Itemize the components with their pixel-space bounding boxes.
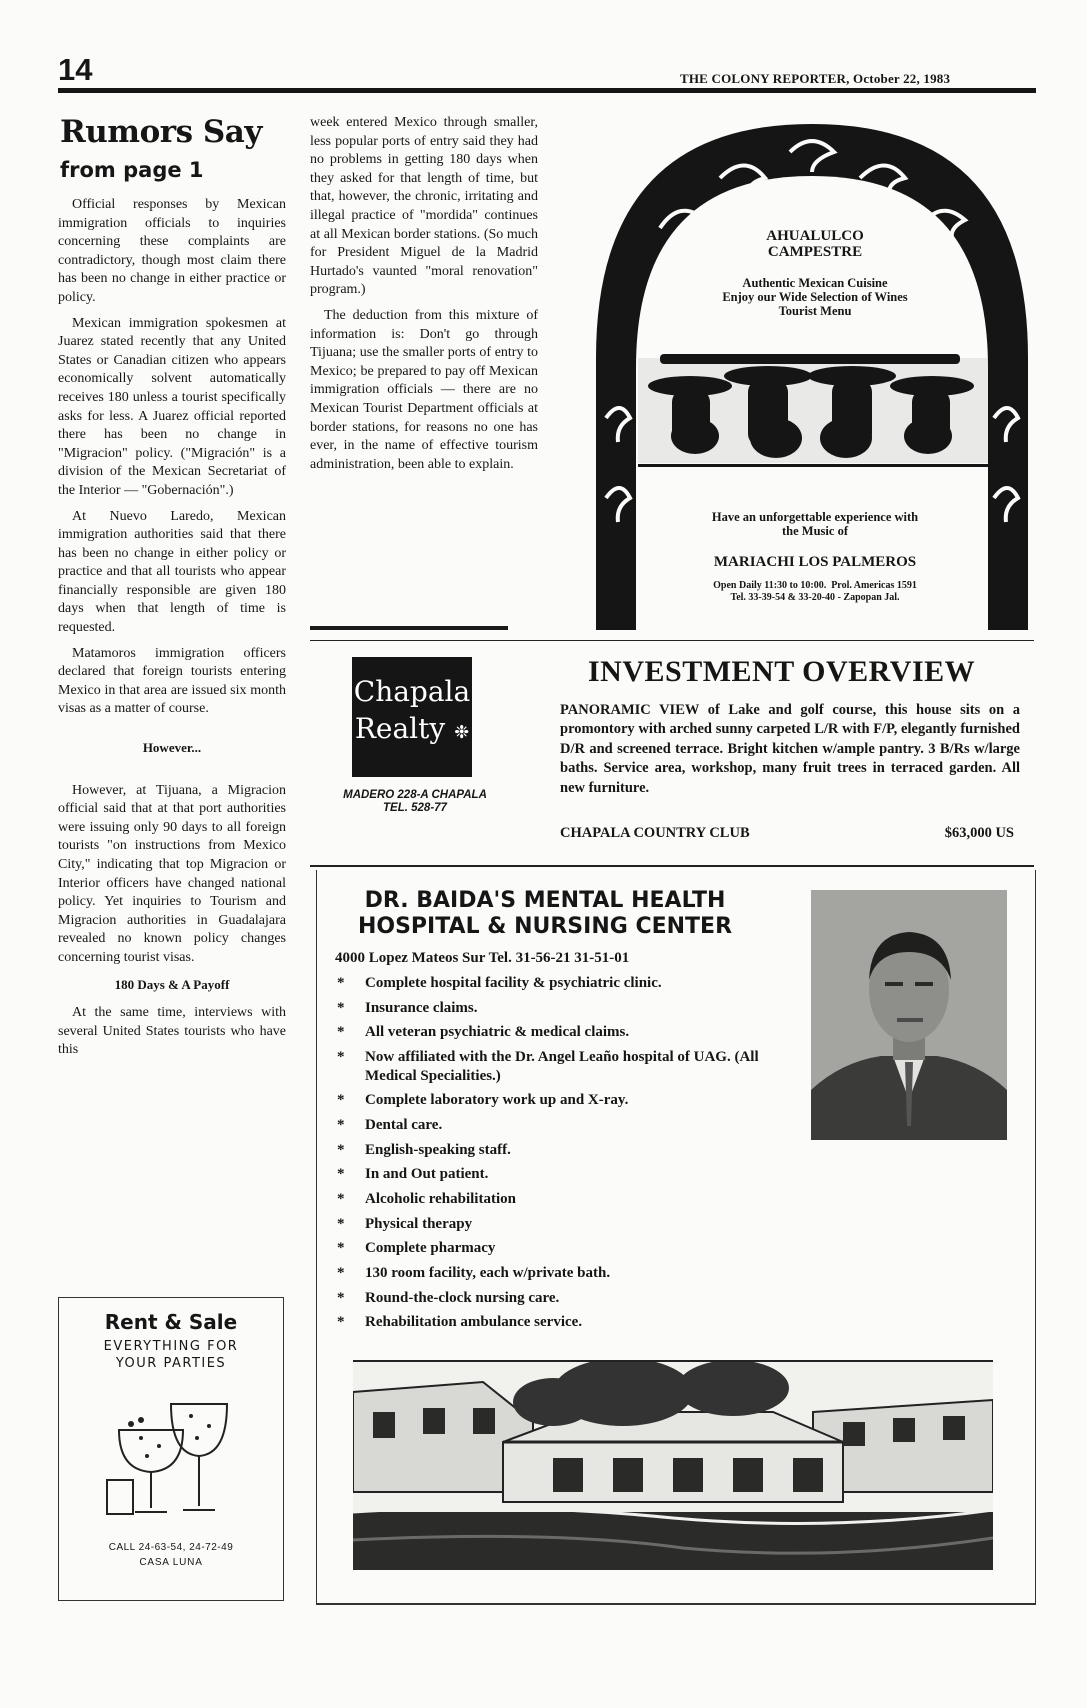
article-jump-line: from page 1 <box>60 158 204 182</box>
restaurant-name <box>670 228 960 260</box>
service-text: Complete pharmacy <box>365 1240 496 1257</box>
bullet-star-icon: * <box>337 1215 345 1232</box>
service-item <box>335 1048 795 1085</box>
service-text: Dental care. <box>365 1116 443 1133</box>
service-item <box>335 1165 795 1184</box>
service-text: Round-the-clock nursing care. <box>365 1289 560 1306</box>
service-item <box>335 1313 795 1332</box>
band-name: MARIACHI LOS PALMEROS <box>713 554 917 570</box>
tagline-menu: Tourist Menu <box>778 304 852 318</box>
promo-line1: Have an unforgettable experience with <box>711 510 919 524</box>
article-subhead: 180 Days & A Payoff <box>114 976 230 992</box>
service-text: Insurance claims. <box>365 999 478 1016</box>
service-item <box>335 1116 795 1135</box>
hospital-building-illustration <box>353 1360 993 1570</box>
publication-dateline: THE COLONY REPORTER, October 22, 1983 <box>680 71 951 86</box>
page-number: 14 <box>58 52 93 87</box>
realty-contact <box>330 789 500 815</box>
masthead-rule <box>58 88 1036 93</box>
rent-sale-tagline <box>59 1338 283 1372</box>
listing-location: CHAPALA COUNTRY CLUB <box>560 825 750 841</box>
bullet-star-icon: * <box>337 999 345 1016</box>
article-paragraph: At the same time, interviews with several United States tourists who have this <box>58 1005 286 1058</box>
bullet-star-icon: * <box>337 1289 345 1306</box>
tagline-line1: EVERYTHING FOR <box>103 1339 239 1354</box>
bullet-star-icon: * <box>337 1240 345 1257</box>
service-text: Now affiliated with the Dr. Angel Leaño hospital of UAG. (All Medical Specialities.) <box>365 1049 759 1084</box>
bullet-star-icon: * <box>337 975 345 991</box>
service-text: All veteran psychiatric & medical claims. <box>365 1024 630 1041</box>
hospital-address: 4000 Lopez Mateos Sur Tel. 31-56-21 31-51-01 <box>335 950 630 966</box>
service-item <box>335 1239 795 1258</box>
service-text: 130 room facility, each w/private bath. <box>365 1265 611 1282</box>
restaurant-name-line1: AHUALULCO <box>766 228 864 244</box>
rent-sale-title: Rent & Sale <box>104 1310 238 1334</box>
restaurant-address: Prol. Americas 1591 <box>831 580 917 591</box>
mariachi-silhouettes-illustration <box>638 354 988 463</box>
service-text: Alcoholic rehabilitation <box>365 1191 516 1207</box>
article-paragraph: Matamoros immigration officers declared that foreign tourists entering Mexico in that area are issued six month visas as a matter of course. <box>58 645 286 717</box>
rent-sale-ad <box>58 1297 284 1601</box>
bullet-star-icon: * <box>337 1265 345 1282</box>
service-text: Complete laboratory work up and X-ray. <box>365 1092 629 1109</box>
rent-sale-business-name: CASA LUNA <box>139 1557 203 1568</box>
service-item <box>335 1023 795 1042</box>
service-text: Rehabilitation ambulance service. <box>365 1314 583 1331</box>
realty-phone: TEL. 528-77 <box>383 802 447 814</box>
services-list <box>335 974 795 1338</box>
baida-hospital-ad <box>316 870 1036 1605</box>
tagline-cuisine: Authentic Mexican Cuisine <box>742 276 888 290</box>
service-text: Complete hospital facility & psychiatric clinic. <box>365 975 662 991</box>
opening-hours: Open Daily 11:30 to 10:00. <box>713 580 827 591</box>
restaurant-name-line2: CAMPESTRE <box>767 244 863 260</box>
bullet-star-icon: * <box>337 1141 345 1158</box>
article-paragraph: Official responses by Mexican immigration officials to inquiries concerning these complaints are contradictory, though most claim there has been no change in either practice or policy. <box>58 197 286 305</box>
service-item <box>335 1289 795 1308</box>
service-item <box>335 999 795 1018</box>
bullet-star-icon: * <box>337 1191 345 1207</box>
article-subhead: However... <box>142 740 202 756</box>
chapala-realty-ad <box>310 640 1034 867</box>
bullet-star-icon: * <box>337 1092 345 1109</box>
service-text: Physical therapy <box>365 1215 473 1232</box>
service-item <box>335 1215 795 1234</box>
service-text: English-speaking staff. <box>365 1141 511 1158</box>
doctor-portrait-photo <box>811 890 1007 1140</box>
logo-text-realty: Realty <box>354 712 446 745</box>
rent-sale-phones: CALL 24-63-54, 24-72-49 <box>108 1542 234 1553</box>
bullet-star-icon: * <box>337 1049 345 1066</box>
logo-text-chapala: Chapala <box>353 675 471 708</box>
hospital-name-line2: HOSPITAL & NURSING CENTER <box>357 914 733 939</box>
service-item <box>335 1190 795 1209</box>
restaurant-tagline <box>640 276 990 318</box>
restaurant-contact: Open Daily 11:30 to 10:00. Prol. Americas 1591 Tel. 33-39-54 & 33-20-40 - Zapopan Jal. <box>713 580 917 603</box>
restaurant-city: Zapopan Jal. <box>843 592 900 603</box>
article-column-1 <box>58 196 286 1067</box>
article-paragraph: The deduction from this mixture of information is: Don't go through Tijuana; use the smaller ports of entry to Mexico; be prepared to pay off Mexican immigration officials — there are no Mexican Tourist Department officials at border stations, for reasons no one has ever, in the name of effective tourism administration, been able to explain. <box>310 307 538 472</box>
article-column-2 <box>310 114 538 481</box>
hospital-name-line1: DR. BAIDA'S MENTAL HEALTH <box>364 888 726 913</box>
service-text: In and Out patient. <box>365 1166 489 1183</box>
listing-description: PANORAMIC VIEW of Lake and golf course, this house sits on a promontory with arched sunny carpeted L/R with F/P, elegantly furnished D/R and screened terrace. Bright kitchen w/ample pantry. 3 B/Rs w/large baths. Service area, workshop, many fruit trees in terraced garden. All new furniture. <box>560 702 1020 796</box>
listing-title: INVESTMENT OVERVIEW <box>588 655 976 688</box>
column-end-rule <box>310 626 508 630</box>
flower-icon: ❉ <box>454 722 470 743</box>
service-item <box>335 974 795 993</box>
service-item <box>335 1091 795 1110</box>
bullet-star-icon: * <box>337 1116 345 1133</box>
tagline-line2: YOUR PARTIES <box>115 1356 227 1371</box>
tagline-wines: Enjoy our Wide Selection of Wines <box>722 290 908 304</box>
ahualulco-ad <box>590 118 1034 630</box>
glasses-icon <box>101 1380 241 1530</box>
service-item <box>335 1264 795 1283</box>
article-headline: Rumors Say <box>60 114 262 150</box>
realty-address: MADERO 228-A CHAPALA <box>343 789 487 801</box>
mariachi-promo <box>640 510 990 538</box>
article-paragraph: At Nuevo Laredo, Mexican immigration authorities said that there has been no change in either policy or practice and that all tourists who appear financially responsible are given 180 days when that length of time is requested. <box>58 508 286 636</box>
article-paragraph: Mexican immigration spokesmen at Juarez stated recently that any United States or Canadian citizen who appears economically solvent automatically receives 180 unless a tourist specifically asks for less. A Juarez official reported there has been no change in "Migracion" policy. ("Migración" is a division of the Mexican Secretariat of the Interior — "Gobernación".) <box>58 315 286 498</box>
bullet-star-icon: * <box>337 1024 345 1041</box>
bullet-star-icon: * <box>337 1314 345 1331</box>
article-paragraph: However, at Tijuana, a Migracion official said that at that port authorities were issuing only 90 days to all foreign tourists "on instructions from Mexico City," indicating that top Migracion or Interior officers have changed national policy. Yet inquiries to Tourism and Migracion authorities in Guadalajara revealed no known policy changes concerning tourist visas. <box>58 782 286 965</box>
chapala-realty-logo <box>352 657 472 777</box>
bullet-star-icon: * <box>337 1166 345 1183</box>
hospital-name <box>345 888 745 940</box>
service-item <box>335 1141 795 1160</box>
promo-line2: the Music of <box>782 524 848 538</box>
listing-price: $63,000 US <box>944 825 1014 841</box>
restaurant-phones: Tel. 33-39-54 & 33-20-40 <box>730 592 836 603</box>
article-paragraph: week entered Mexico through smaller, less popular ports of entry said they had no problems in getting 180 days when they asked for that length of time, but that, however, the chronic, irritating and illegal practice of "mordida" continues at all Mexican border stations. (So much for President Miguel de la Madrid Hurtado's vaunted "moral renovation" program.) <box>310 115 538 298</box>
